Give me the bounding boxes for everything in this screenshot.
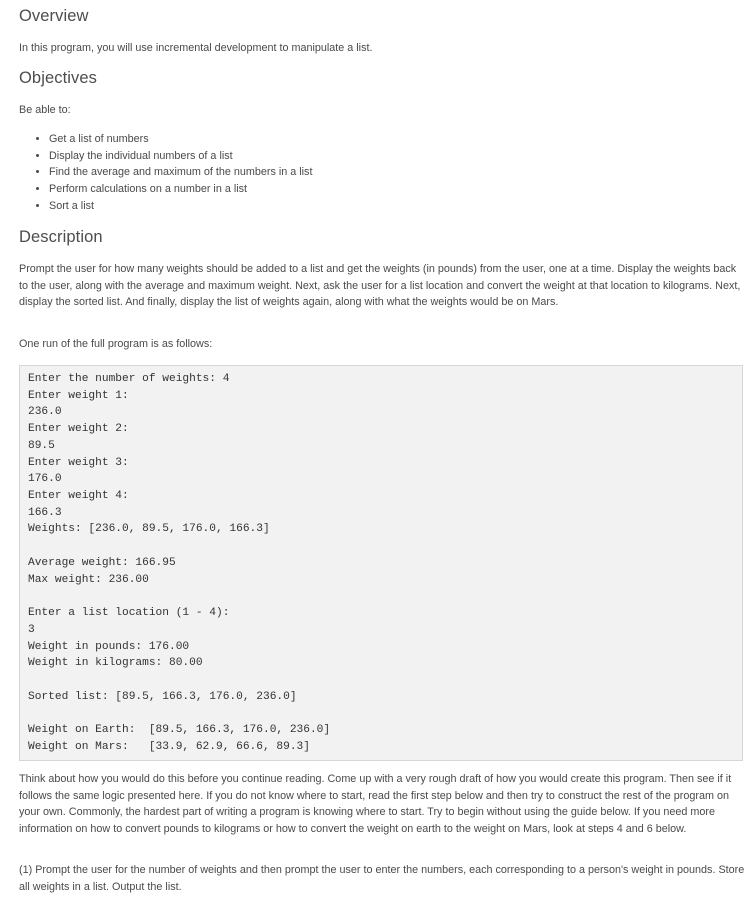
list-item: • Get a list of numbers	[49, 131, 312, 148]
code-line: Weights: [236.0, 89.5, 176.0, 166.3]	[28, 523, 270, 536]
code-line: Enter weight 1:	[28, 389, 129, 402]
think-paragraph: Think about how you would do this before you continue reading. Come up with a very rough draft of how you would create this program. Then see if it follows the same logic presented here. If you do not know where to start, read the first step below and then try to construct the rest of the program on your own. Commonly, the hardest part of writing a program is knowing where to start. Try to begin without using the guide below. If you need more information on how to convert pounds to kilograms or how to convert the weight on earth to the weight on Mars, look at steps 4 and 6 below.	[19, 773, 732, 836]
objectives-intro: Be able to:	[19, 104, 71, 116]
code-line: Enter weight 2:	[28, 423, 129, 436]
code-line: 89.5	[28, 439, 55, 452]
overview-text: In this program, you will use incremental development to manipulate a list.	[19, 42, 373, 54]
code-line: 3	[28, 623, 35, 636]
step-1-paragraph: (1) Prompt the user for the number of weights and then prompt the user to enter the numbers, each corresponding to a person's weight in pounds. Store all weights in a list. Output the list.	[19, 864, 745, 893]
list-item: • Perform calculations on a number in a list	[49, 181, 312, 198]
objectives-heading: Objectives	[19, 69, 98, 87]
code-line: Weight in kilograms: 80.00	[28, 657, 203, 670]
code-line: Weight on Earth: [89.5, 166.3, 176.0, 236.0]	[28, 724, 331, 737]
run-intro: One run of the full program is as follows:	[19, 338, 213, 350]
code-line: Weight in pounds: 176.00	[28, 640, 190, 653]
code-line: Enter weight 4:	[28, 490, 129, 503]
sample-run-code-block	[19, 365, 743, 761]
code-line: 176.0	[28, 473, 62, 486]
code-line: Enter a list location (1 - 4):	[28, 607, 230, 620]
code-line	[28, 538, 734, 555]
list-item: • Display the individual numbers of a list	[49, 148, 312, 165]
code-line: Sorted list: [89.5, 166.3, 176.0, 236.0]	[28, 690, 297, 703]
code-line	[28, 588, 734, 605]
code-line	[28, 705, 734, 722]
code-line: 166.3	[28, 506, 62, 519]
description-paragraph: Prompt the user for how many weights should be added to a list and get the weights (in pounds) from the user, one at a time. Display the weights back to the user, along with the average and maximum weight. Next, ask the user for a list location and convert the weight at that location to kilograms. Next, display the sorted list. And finally, display the list of weights again, along with what the weights would be on Mars.	[19, 263, 741, 309]
code-line: Enter weight 3:	[28, 456, 129, 469]
list-item: • Sort a list	[49, 198, 312, 215]
code-line: Average weight: 166.95	[28, 556, 176, 569]
description-heading: Description	[19, 228, 103, 246]
objectives-list	[19, 131, 312, 215]
code-line: 236.0	[28, 406, 62, 419]
list-item: • Find the average and maximum of the numbers in a list	[49, 164, 312, 181]
code-line: Max weight: 236.00	[28, 573, 149, 586]
code-line: Enter the number of weights: 4	[28, 373, 230, 385]
code-line: Weight on Mars: [33.9, 62.9, 66.6, 89.3]	[28, 740, 310, 753]
code-line	[28, 672, 734, 689]
overview-heading: Overview	[19, 7, 89, 25]
